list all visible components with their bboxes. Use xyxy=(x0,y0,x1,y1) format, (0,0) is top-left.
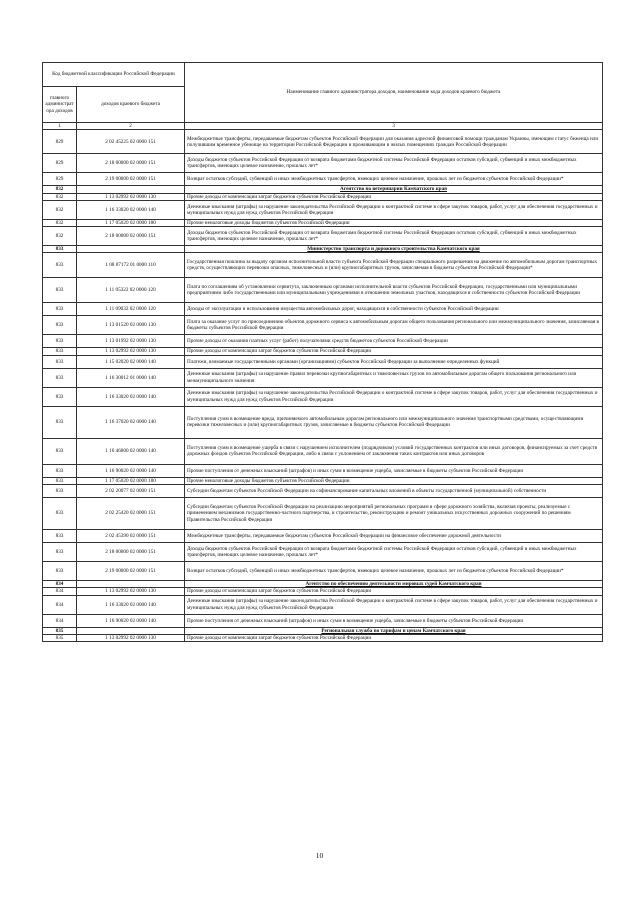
table-row xyxy=(43,595,603,614)
table-row xyxy=(43,562,603,581)
revenue-code-cell: 1 16 33020 02 0000 140 xyxy=(77,200,185,219)
revenue-name-cell: Государственная пошлина за выдачу органом исполнительной власти субъекта Российской Федерации специального разрешения на движение по автомобильным дорогам транспортных средств, осуществляющих перевозки опасных, тяжеловесных и (или) крупногабаритных грузов, зачисляемая в бюджеты субъектов Российской Федерации* xyxy=(185,253,603,278)
admin-code-cell: 833 xyxy=(43,355,77,368)
table-row xyxy=(43,530,603,543)
revenue-name-cell: Прочие поступления от денежных взысканий (штрафов) и иных сумм в возмещение ущерба, зачисляемые в бюджеты субъектов Российской Федерации xyxy=(185,464,603,477)
revenue-name-cell: Субсидии бюджетам субъектов Российской Федерации на реализацию мероприятий региональных программ в сфере дорожного хозяйства, включая проекты, реализуемые с применением механизмов государственно-частного партнерства, и строительство, реконструкцию и ремонт уникальных искусственных дорожных сооружений по решениям Правительства Российской Федерации xyxy=(185,498,603,530)
admin-code-cell: 833 xyxy=(43,368,77,387)
table-row xyxy=(43,438,603,464)
code-cell xyxy=(77,246,185,253)
revenue-name-cell: Прочие доходы от компенсации затрат бюджетов субъектов Российской Федерации xyxy=(185,193,603,200)
revenue-code-cell: 1 16 90020 02 0000 140 xyxy=(77,464,185,477)
admin-code-cell: 829 xyxy=(43,130,77,154)
table-row xyxy=(43,485,603,498)
revenue-code-cell: 1 16 30012 01 0000 140 xyxy=(77,368,185,387)
revenue-code-cell: 2 18 00000 02 0000 151 xyxy=(77,154,185,173)
revenue-code-cell: 1 11 05322 02 0000 120 xyxy=(77,278,185,303)
table-row xyxy=(43,477,603,484)
header-name-column: Наименование главного администратора доходов, наименование кода доходов краевого бюджета xyxy=(185,63,603,123)
column-number-3: 3 xyxy=(185,123,603,130)
revenue-name-cell: Межбюджетные трансферты, передаваемые бюджетам субъектов Российской Федерации на финансовое обеспечение дорожной деятельности xyxy=(185,530,603,543)
section-header-row xyxy=(43,581,603,588)
code-cell xyxy=(77,581,185,588)
revenue-name-cell: Доходы бюджетов субъектов Российской Федерации от возврата бюджетами бюджетной системы Российской Федерации остатков субсидий, субвенций и иных межбюджетных трансфертов, имеющих целевое назначение, прошлых лет* xyxy=(185,154,603,173)
admin-code-cell: 833 xyxy=(43,485,77,498)
revenue-name-cell: Доходы бюджетов субъектов Российской Федерации от возврата бюджетами бюджетной системы Российской Федерации остатков субсидий, субвенций и иных межбюджетных трансфертов, имеющих целевое назначение, прошлых лет* xyxy=(185,543,603,562)
admin-code-cell: 833 xyxy=(43,278,77,303)
header-administrator-code: главного администратора доходов xyxy=(43,87,77,123)
table-row xyxy=(43,200,603,219)
revenue-classification-table-wrapper xyxy=(42,62,602,642)
code-cell xyxy=(77,186,185,193)
revenue-name-cell: Поступления сумм в возмещение ущерба в связи с нарушением исполнителем (подрядчиком) условий государственных контрактов или иных договоров, финансируемых за счет средств дорожных фондов субъектов Российской Федерации, либо в связи с уклонением от заключения таких контрактов или иных договоров xyxy=(185,438,603,464)
revenue-name-cell: Прочие доходы от оказания платных услуг (работ) получателями средств бюджетов субъектов Российской Федерации xyxy=(185,335,603,348)
revenue-code-cell: 1 16 37020 02 0000 140 xyxy=(77,406,185,438)
admin-code-cell: 832 xyxy=(43,227,77,246)
table-row xyxy=(43,634,603,641)
revenue-name-cell: Возврат остатков субсидий, субвенций и иных межбюджетных трансфертов, имеющих целевое назначение, прошлых лет из бюджетов субъектов Российской Федерации* xyxy=(185,173,603,186)
revenue-name-cell: Платежи, взимаемые государственными органами (организациями) субъектов Российской Федерации за выполнение определенных функций xyxy=(185,355,603,368)
admin-code-cell: 834 xyxy=(43,581,77,588)
revenue-name-cell: Прочие неналоговые доходы бюджетов субъектов Российской Федерации xyxy=(185,477,603,484)
revenue-name-cell: Прочие доходы от компенсации затрат бюджетов субъектов Российской Федерации xyxy=(185,634,603,641)
revenue-code-cell: 2 02 45390 02 0000 151 xyxy=(77,530,185,543)
revenue-code-cell: 1 11 09032 02 0000 120 xyxy=(77,303,185,316)
header-revenue-code: доходов краевого бюджета xyxy=(77,87,185,123)
column-number-1: 1 xyxy=(43,123,77,130)
revenue-code-cell: 2 02 45225 02 0000 151 xyxy=(77,130,185,154)
admin-code-cell: 833 xyxy=(43,246,77,253)
revenue-name-cell: Денежные взыскания (штрафы) за нарушение законодательства Российской Федерации о контрактной системе в сфере закупок товаров, работ, услуг для обеспечения государственных и муниципальных нужд для нужд субъектов Российской Федерации xyxy=(185,595,603,614)
admin-code-cell: 832 xyxy=(43,200,77,219)
admin-code-cell: 833 xyxy=(43,477,77,484)
admin-code-cell: 833 xyxy=(43,543,77,562)
admin-code-cell: 833 xyxy=(43,335,77,348)
admin-code-cell: 833 xyxy=(43,253,77,278)
revenue-code-cell: 1 13 02992 02 0000 130 xyxy=(77,348,185,355)
revenue-name-cell: Межбюджетные трансферты, передаваемые бюджетам субъектов Российской Федерации для оказания адресной финансовой помощи гражданам Украины, имеющим статус беженца или получившим временное убежище на территории Российской Федерации и проживающим в жилых помещениях граждан Российской Федерации xyxy=(185,130,603,154)
table-row xyxy=(43,316,603,335)
admin-code-cell: 833 xyxy=(43,387,77,406)
section-header-row xyxy=(43,627,603,634)
section-title: Агентство по ветеринарии Камчатского края xyxy=(185,186,603,193)
table-row xyxy=(43,464,603,477)
revenue-name-cell: Возврат остатков субсидий, субвенций и иных межбюджетных трансфертов, имеющих целевое назначение, прошлых лет из бюджетов субъектов Российской Федерации* xyxy=(185,562,603,581)
revenue-code-cell: 1 17 05020 02 0000 180 xyxy=(77,219,185,226)
revenue-code-cell: 1 15 02020 02 0000 140 xyxy=(77,355,185,368)
section-header-row xyxy=(43,186,603,193)
revenue-code-cell: 2 19 00000 02 0000 151 xyxy=(77,562,185,581)
revenue-name-cell: Доходы от эксплуатации и использования имущества автомобильных дорог, находящихся в собственности субъектов Российской Федерации xyxy=(185,303,603,316)
table-row xyxy=(43,406,603,438)
revenue-name-cell: Денежные взыскания (штрафы) за нарушение законодательства Российской Федерации о контрактной системе в сфере закупок товаров, работ, услуг для обеспечения государственных и муниципальных нужд для нужд субъектов Российской Федерации xyxy=(185,387,603,406)
revenue-classification-table xyxy=(42,62,603,642)
column-number-2: 2 xyxy=(77,123,185,130)
revenue-code-cell: 1 16 33020 02 0000 140 xyxy=(77,387,185,406)
admin-code-cell: 832 xyxy=(43,186,77,193)
admin-code-cell: 833 xyxy=(43,316,77,335)
revenue-code-cell: 2 02 25420 02 0000 151 xyxy=(77,498,185,530)
table-row xyxy=(43,498,603,530)
admin-code-cell: 834 xyxy=(43,588,77,595)
table-row xyxy=(43,173,603,186)
revenue-code-cell: 2 02 20077 02 0000 151 xyxy=(77,485,185,498)
admin-code-cell: 832 xyxy=(43,193,77,200)
revenue-code-cell: 1 16 90020 02 0000 140 xyxy=(77,614,185,627)
admin-code-cell: 829 xyxy=(43,173,77,186)
revenue-name-cell: Денежные взыскания (штрафы) за нарушение правил перевозки крупногабаритных и тяжеловесных грузов по автомобильным дорогам общего пользования регионального или межмуниципального значения xyxy=(185,368,603,387)
table-body xyxy=(43,130,603,642)
revenue-code-cell: 1 13 02992 02 0000 130 xyxy=(77,588,185,595)
header-group-label: Код бюджетной классификации Российской Федерации xyxy=(43,63,185,87)
admin-code-cell: 833 xyxy=(43,438,77,464)
admin-code-cell: 835 xyxy=(43,627,77,634)
table-row xyxy=(43,227,603,246)
revenue-name-cell: Прочие поступления от денежных взысканий (штрафов) и иных сумм в возмещение ущерба, зачисляемые в бюджеты субъектов Российской Федерации xyxy=(185,614,603,627)
revenue-code-cell: 2 19 00000 02 0000 151 xyxy=(77,173,185,186)
table-row xyxy=(43,219,603,226)
code-cell xyxy=(77,627,185,634)
section-title: Агентство по обеспечению деятельности мировых судей Камчатского края xyxy=(185,581,603,588)
admin-code-cell: 833 xyxy=(43,562,77,581)
revenue-name-cell: Прочие доходы от компенсации затрат бюджетов субъектов Российской Федерации xyxy=(185,588,603,595)
table-row xyxy=(43,303,603,316)
section-header-row xyxy=(43,246,603,253)
revenue-name-cell: Прочие неналоговые доходы бюджетов субъектов Российской Федерации xyxy=(185,219,603,226)
revenue-code-cell: 1 13 01520 02 0000 130 xyxy=(77,316,185,335)
admin-code-cell: 833 xyxy=(43,498,77,530)
revenue-code-cell: 1 13 02992 02 0000 130 xyxy=(77,634,185,641)
table-header xyxy=(43,63,603,130)
revenue-code-cell: 2 18 00000 02 0000 151 xyxy=(77,543,185,562)
admin-code-cell: 832 xyxy=(43,219,77,226)
table-row xyxy=(43,154,603,173)
table-row xyxy=(43,193,603,200)
table-row xyxy=(43,368,603,387)
admin-code-cell: 833 xyxy=(43,464,77,477)
admin-code-cell: 835 xyxy=(43,634,77,641)
revenue-name-cell: Плата за оказание услуг по присоединению объектов дорожного сервиса к автомобильным дорогам общего пользования регионального или межмуниципального значения, зачисляемая в бюджеты субъектов Российской Федерации xyxy=(185,316,603,335)
table-row xyxy=(43,387,603,406)
revenue-name-cell: Денежные взыскания (штрафы) за нарушение законодательства Российской Федерации о контрактной системе в сфере закупок товаров, работ, услуг для обеспечения государственных и муниципальных нужд для нужд субъектов Российской Федерации xyxy=(185,200,603,219)
table-row xyxy=(43,614,603,627)
table-row xyxy=(43,355,603,368)
revenue-name-cell: Плата по соглашениям об установлении сервитута, заключенным органами исполнительной власти субъектов Российской Федерации, государственными или муниципальными предприятиями либо государственными или муниципальными учреждениями в отношении земельных участков, находящихся в собственности субъектов Российской Федерации xyxy=(185,278,603,303)
revenue-code-cell: 1 17 05020 02 0000 180 xyxy=(77,477,185,484)
revenue-code-cell: 1 13 01992 02 0000 130 xyxy=(77,335,185,348)
table-row xyxy=(43,588,603,595)
table-row xyxy=(43,130,603,154)
admin-code-cell: 834 xyxy=(43,614,77,627)
revenue-name-cell: Доходы бюджетов субъектов Российской Федерации от возврата бюджетами бюджетной системы Российской Федерации остатков субсидий, субвенций и иных межбюджетных трансфертов, имеющих целевое назначение, прошлых лет* xyxy=(185,227,603,246)
revenue-name-cell: Поступления сумм в возмещение вреда, причиняемого автомобильным дорогам регионального или межмуниципального значения транспортными средствами, осуществляющими перевозки тяжеловесных и (или) крупногабаритных грузов, зачисляемые в бюджеты субъектов Российской Федерации xyxy=(185,406,603,438)
admin-code-cell: 833 xyxy=(43,530,77,543)
table-row xyxy=(43,543,603,562)
table-row xyxy=(43,335,603,348)
table-row xyxy=(43,348,603,355)
admin-code-cell: 833 xyxy=(43,303,77,316)
page-number: 10 xyxy=(315,851,324,860)
table-row xyxy=(43,278,603,303)
admin-code-cell: 829 xyxy=(43,154,77,173)
section-title: Министерство транспорта и дорожного строительства Камчатского края xyxy=(185,246,603,253)
admin-code-cell: 834 xyxy=(43,595,77,614)
admin-code-cell: 833 xyxy=(43,406,77,438)
revenue-name-cell: Прочие доходы от компенсации затрат бюджетов субъектов Российской Федерации xyxy=(185,348,603,355)
revenue-code-cell: 1 16 46000 02 0000 140 xyxy=(77,438,185,464)
table-row xyxy=(43,253,603,278)
revenue-name-cell: Субсидии бюджетам субъектов Российской Федерации на софинансирование капитальных вложений в объекты государственной (муниципальной) собственности xyxy=(185,485,603,498)
revenue-code-cell: 2 18 00000 02 0000 151 xyxy=(77,227,185,246)
revenue-code-cell: 1 16 33020 02 0000 140 xyxy=(77,595,185,614)
admin-code-cell: 833 xyxy=(43,348,77,355)
revenue-code-cell: 1 08 07172 01 0000 110 xyxy=(77,253,185,278)
section-title: Региональная служба по тарифам и ценам Камчатского края xyxy=(185,627,603,634)
revenue-code-cell: 1 13 02992 02 0000 130 xyxy=(77,193,185,200)
